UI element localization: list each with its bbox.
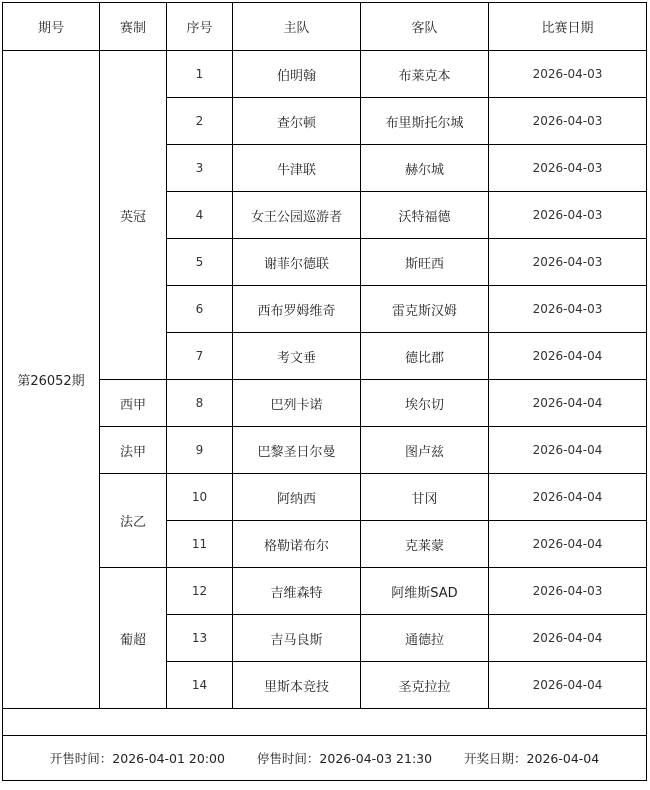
home-team: 牛津联	[233, 145, 361, 192]
away-team: 德比郡	[361, 333, 489, 380]
home-team: 伯明翰	[233, 51, 361, 98]
sale-stop-time: 停售时间：2026-04-03 21:30	[256, 751, 433, 766]
away-team: 通德拉	[361, 615, 489, 662]
header-league: 赛制	[100, 3, 167, 51]
match-number: 12	[167, 568, 233, 615]
blank-row	[3, 709, 647, 736]
home-team: 巴列卡诺	[233, 380, 361, 427]
away-team: 赫尔城	[361, 145, 489, 192]
header-no: 序号	[167, 3, 233, 51]
match-number: 7	[167, 333, 233, 380]
match-row	[3, 427, 647, 474]
match-date: 2026-04-04	[489, 474, 647, 521]
match-date: 2026-04-04	[489, 615, 647, 662]
match-date: 2026-04-04	[489, 333, 647, 380]
home-team: 女王公园巡游者	[233, 192, 361, 239]
issue-cell: 第26052期	[3, 51, 100, 709]
sale-start-time: 开售时间：2026-04-01 20:00	[49, 751, 225, 766]
draw-date: 开奖日期：2026-04-04	[464, 751, 600, 766]
blank-cell	[3, 709, 647, 736]
away-team: 克莱蒙	[361, 521, 489, 568]
away-team: 图卢兹	[361, 427, 489, 474]
match-number: 13	[167, 615, 233, 662]
match-number: 14	[167, 662, 233, 709]
match-number: 1	[167, 51, 233, 98]
match-number: 5	[167, 239, 233, 286]
match-number: 8	[167, 380, 233, 427]
match-date: 2026-04-04	[489, 662, 647, 709]
match-number: 6	[167, 286, 233, 333]
footer-cell	[3, 736, 647, 781]
away-team: 雷克斯汉姆	[361, 286, 489, 333]
match-number: 3	[167, 145, 233, 192]
match-date: 2026-04-04	[489, 380, 647, 427]
away-team: 甘冈	[361, 474, 489, 521]
home-team: 查尔顿	[233, 98, 361, 145]
away-team: 布莱克本	[361, 51, 489, 98]
match-row	[3, 474, 647, 521]
match-date: 2026-04-03	[489, 286, 647, 333]
match-row	[3, 51, 647, 98]
match-date: 2026-04-03	[489, 568, 647, 615]
away-team: 沃特福德	[361, 192, 489, 239]
home-team: 巴黎圣日尔曼	[233, 427, 361, 474]
match-date: 2026-04-04	[489, 427, 647, 474]
league-cell: 法甲	[100, 427, 167, 474]
away-team: 阿维斯SAD	[361, 568, 489, 615]
footer-row	[3, 736, 647, 781]
header-row	[3, 3, 647, 51]
home-team: 阿纳西	[233, 474, 361, 521]
header-away: 客队	[361, 3, 489, 51]
schedule-table	[2, 2, 647, 781]
away-team: 埃尔切	[361, 380, 489, 427]
match-date: 2026-04-03	[489, 239, 647, 286]
home-team: 考文垂	[233, 333, 361, 380]
match-date: 2026-04-03	[489, 145, 647, 192]
league-cell: 英冠	[100, 51, 167, 380]
home-team: 吉马良斯	[233, 615, 361, 662]
match-date: 2026-04-03	[489, 192, 647, 239]
match-date: 2026-04-03	[489, 98, 647, 145]
header-date: 比赛日期	[489, 3, 647, 51]
league-cell: 法乙	[100, 474, 167, 568]
matches-body	[3, 51, 647, 709]
header-home: 主队	[233, 3, 361, 51]
away-team: 斯旺西	[361, 239, 489, 286]
home-team: 里斯本竞技	[233, 662, 361, 709]
match-row	[3, 568, 647, 615]
match-number: 11	[167, 521, 233, 568]
header-issue: 期号	[3, 3, 100, 51]
match-date: 2026-04-03	[489, 51, 647, 98]
match-number: 2	[167, 98, 233, 145]
match-row	[3, 380, 647, 427]
match-number: 10	[167, 474, 233, 521]
league-cell: 葡超	[100, 568, 167, 709]
league-cell: 西甲	[100, 380, 167, 427]
match-date: 2026-04-04	[489, 521, 647, 568]
home-team: 吉维森特	[233, 568, 361, 615]
match-number: 9	[167, 427, 233, 474]
match-number: 4	[167, 192, 233, 239]
home-team: 格勒诺布尔	[233, 521, 361, 568]
home-team: 西布罗姆维奇	[233, 286, 361, 333]
away-team: 圣克拉拉	[361, 662, 489, 709]
home-team: 谢菲尔德联	[233, 239, 361, 286]
away-team: 布里斯托尔城	[361, 98, 489, 145]
